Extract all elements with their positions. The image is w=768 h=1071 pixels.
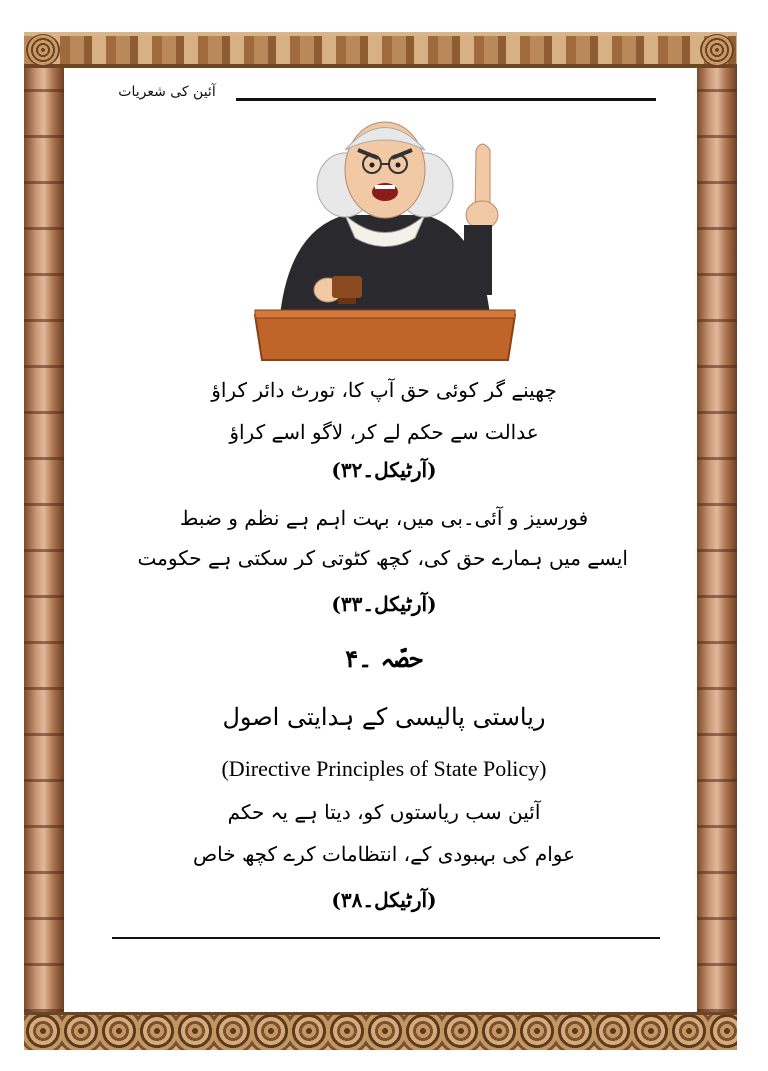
section-urdu-title: ریاستی پالیسی کے ہدایتی اصول	[222, 703, 546, 731]
verse-3-line-1: آئین سب ریاستوں کو، دیتا ہے یہ حکم	[227, 800, 541, 824]
verse-1-line-1: چھینے گر کوئی حق آپ کا، تورٹ دائر کراؤ	[211, 378, 557, 402]
verse-1-reference: (آرٹیکل۔۳۲)	[331, 458, 437, 482]
section-english-title: (Directive Principles of State Policy)	[221, 756, 547, 781]
top-decorative-border	[24, 32, 737, 68]
verse-2-line-1: فورسیز و آئی۔بی میں، بہت اہم ہے نظم و ضبط	[179, 506, 589, 530]
verse-3-reference: (آرٹیکل۔۳۸)	[331, 888, 437, 912]
right-pillar-border	[697, 68, 737, 1012]
spiral-ornament-icon	[26, 34, 60, 66]
left-pillar-border	[24, 68, 64, 1012]
bottom-decorative-border	[24, 1012, 737, 1050]
verse-2-line-2: ایسے میں ہمارے حق کی، کچھ کٹوتی کر سکتی ہے حکومت	[137, 546, 628, 570]
spiral-ornament-icon	[700, 34, 734, 66]
bottom-rule	[112, 937, 660, 939]
page-header-title: آئین کی شعریات	[118, 84, 216, 100]
verse-3-line-2: عوام کی بہبودی کے، انتظامات کرے کچھ خاص	[192, 842, 576, 866]
header-rule	[236, 98, 656, 101]
part-heading: حصّہ ۔۴	[345, 644, 423, 673]
angry-judge-illustration	[250, 110, 520, 365]
verse-1-line-2: عدالت سے حکم لے کر، لاگو اسے کراؤ	[229, 420, 539, 444]
verse-2-reference: (آرٹیکل۔۳۳)	[331, 592, 437, 616]
